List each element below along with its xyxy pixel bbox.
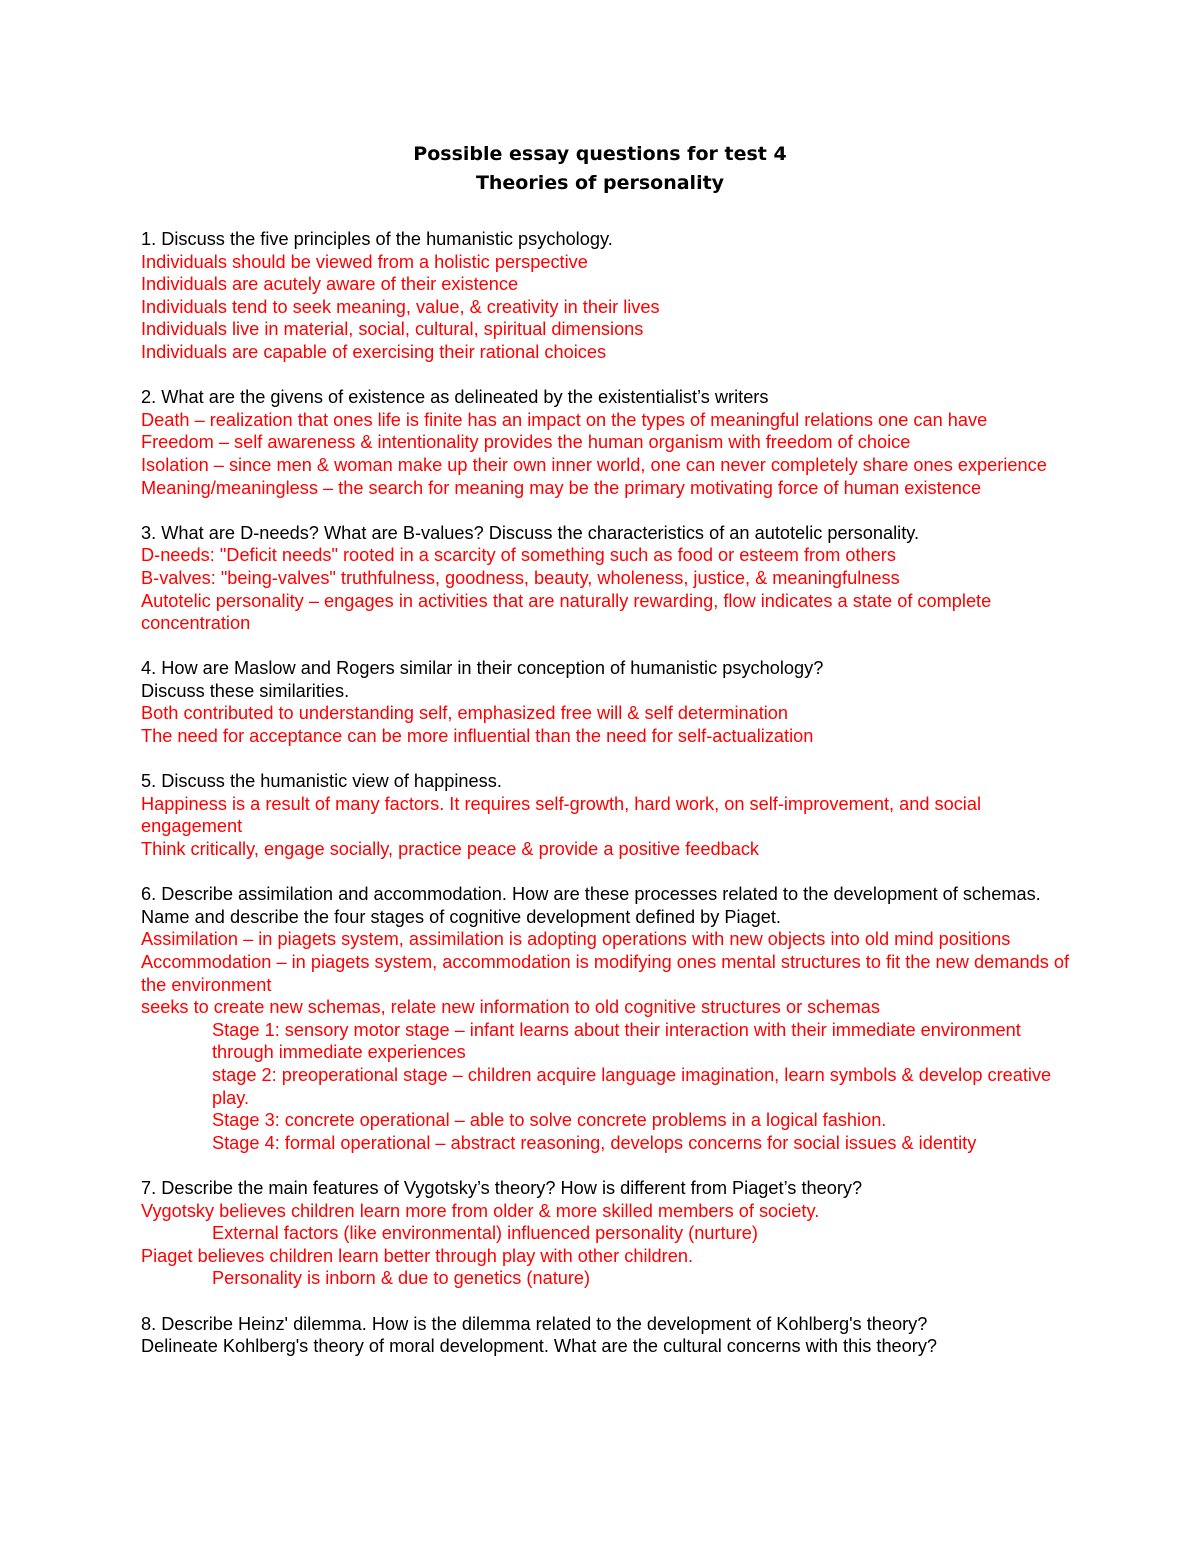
answer-line: Individuals are capable of exercising their rational choices bbox=[141, 341, 607, 362]
question-4-continued: Discuss these similarities. bbox=[141, 680, 350, 701]
question-3-block bbox=[141, 522, 1071, 635]
question-5: 5. Discuss the humanistic view of happiness. bbox=[141, 771, 502, 792]
stage-line: stage 2: preoperational stage – children acquire language imagination, learn symbols & develop creative play. bbox=[212, 1064, 1052, 1108]
title-block bbox=[0, 140, 1200, 198]
document-body bbox=[141, 228, 1071, 1358]
answer-line: Individuals tend to seek meaning, value, & creativity in their lives bbox=[141, 296, 660, 317]
question-3: 3. What are D-needs? What are B-values? Discuss the characteristics of an autotelic personality. bbox=[141, 522, 920, 543]
question-6-block bbox=[141, 883, 1071, 1154]
answer-subline: Personality is inborn & due to genetics (nature) bbox=[212, 1268, 591, 1289]
answer-line: D-needs: "Deficit needs" rooted in a scarcity of something such as food or esteem from others bbox=[141, 545, 896, 566]
question-2: 2. What are the givens of existence as delineated by the existentialist’s writers bbox=[141, 387, 769, 408]
stage-line: Stage 1: sensory motor stage – infant learns about their interaction with their immediate environment through immediate experiences bbox=[212, 1019, 1021, 1063]
question-7: 7. Describe the main features of Vygotsky’s theory? How is different from Piaget’s theory? bbox=[141, 1177, 863, 1198]
question-4-block bbox=[141, 657, 1071, 747]
question-8: 8. Describe Heinz' dilemma. How is the dilemma related to the development of Kohlberg's theory? bbox=[141, 1313, 928, 1334]
answer-line: Individuals live in material, social, cultural, spiritual dimensions bbox=[141, 319, 644, 340]
question-4: 4. How are Maslow and Rogers similar in their conception of humanistic psychology? bbox=[141, 658, 824, 679]
question-6: 6. Describe assimilation and accommodation. How are these processes related to the development of schemas. Name and describe the four stages of cognitive development defined by Piaget. bbox=[141, 884, 1041, 927]
answer-line: Isolation – since men & woman make up their own inner world, one can never completely share ones experience bbox=[141, 454, 1047, 475]
question-8-continued: Delineate Kohlberg's theory of moral development. What are the cultural concerns with this theory? bbox=[141, 1336, 938, 1357]
answer-line: Assimilation – in piagets system, assimilation is adopting operations with new objects into old mind positions bbox=[141, 929, 1011, 950]
answer-line: Happiness is a result of many factors. It requires self-growth, hard work, on self-improvement, and social engagement bbox=[141, 793, 982, 837]
stage-line: Stage 3: concrete operational – able to solve concrete problems in a logical fashion. bbox=[212, 1110, 887, 1131]
answer-line: seeks to create new schemas, relate new information to old cognitive structures or schemas bbox=[141, 997, 880, 1018]
question-1-block bbox=[141, 228, 1071, 364]
answer-line: Both contributed to understanding self, emphasized free will & self determination bbox=[141, 703, 789, 724]
answer-line: Individuals should be viewed from a holistic perspective bbox=[141, 251, 588, 272]
answer-line: Accommodation – in piagets system, accommodation is modifying ones mental structures to fit the new demands of the environment bbox=[141, 952, 1070, 995]
question-5-block bbox=[141, 770, 1071, 860]
question-8-block bbox=[141, 1313, 1071, 1358]
answer-line: Meaning/meaningless – the search for meaning may be the primary motivating force of human existence bbox=[141, 477, 982, 498]
answer-line: The need for acceptance can be more influential than the need for self-actualization bbox=[141, 726, 814, 747]
answer-line: Individuals are acutely aware of their existence bbox=[141, 274, 519, 295]
document-title: Possible essay questions for test 4 bbox=[413, 143, 787, 165]
question-1: 1. Discuss the five principles of the humanistic psychology. bbox=[141, 229, 613, 249]
answer-line: Death – realization that ones life is finite has an impact on the types of meaningful relations one can have bbox=[141, 409, 988, 430]
answer-line: Think critically, engage socially, practice peace & provide a positive feedback bbox=[141, 839, 760, 860]
question-7-block bbox=[141, 1177, 1071, 1290]
answer-line: Freedom – self awareness & intentionality provides the human organism with freedom of choice bbox=[141, 432, 911, 453]
question-2-block bbox=[141, 386, 1071, 499]
document-subtitle: Theories of personality bbox=[475, 172, 725, 194]
answer-subline: External factors (like environmental) influenced personality (nurture) bbox=[212, 1223, 758, 1244]
stage-line: Stage 4: formal operational – abstract reasoning, develops concerns for social issues & identity bbox=[212, 1132, 977, 1153]
answer-line: Piaget believes children learn better through play with other children. bbox=[141, 1245, 694, 1266]
answer-line: Autotelic personality – engages in activities that are naturally rewarding, flow indicates a state of complete concentration bbox=[141, 590, 992, 634]
answer-line: B-valves: "being-valves" truthfulness, goodness, beauty, wholeness, justice, & meaningfulness bbox=[141, 567, 900, 588]
answer-line: Vygotsky believes children learn more from older & more skilled members of society. bbox=[141, 1200, 820, 1221]
